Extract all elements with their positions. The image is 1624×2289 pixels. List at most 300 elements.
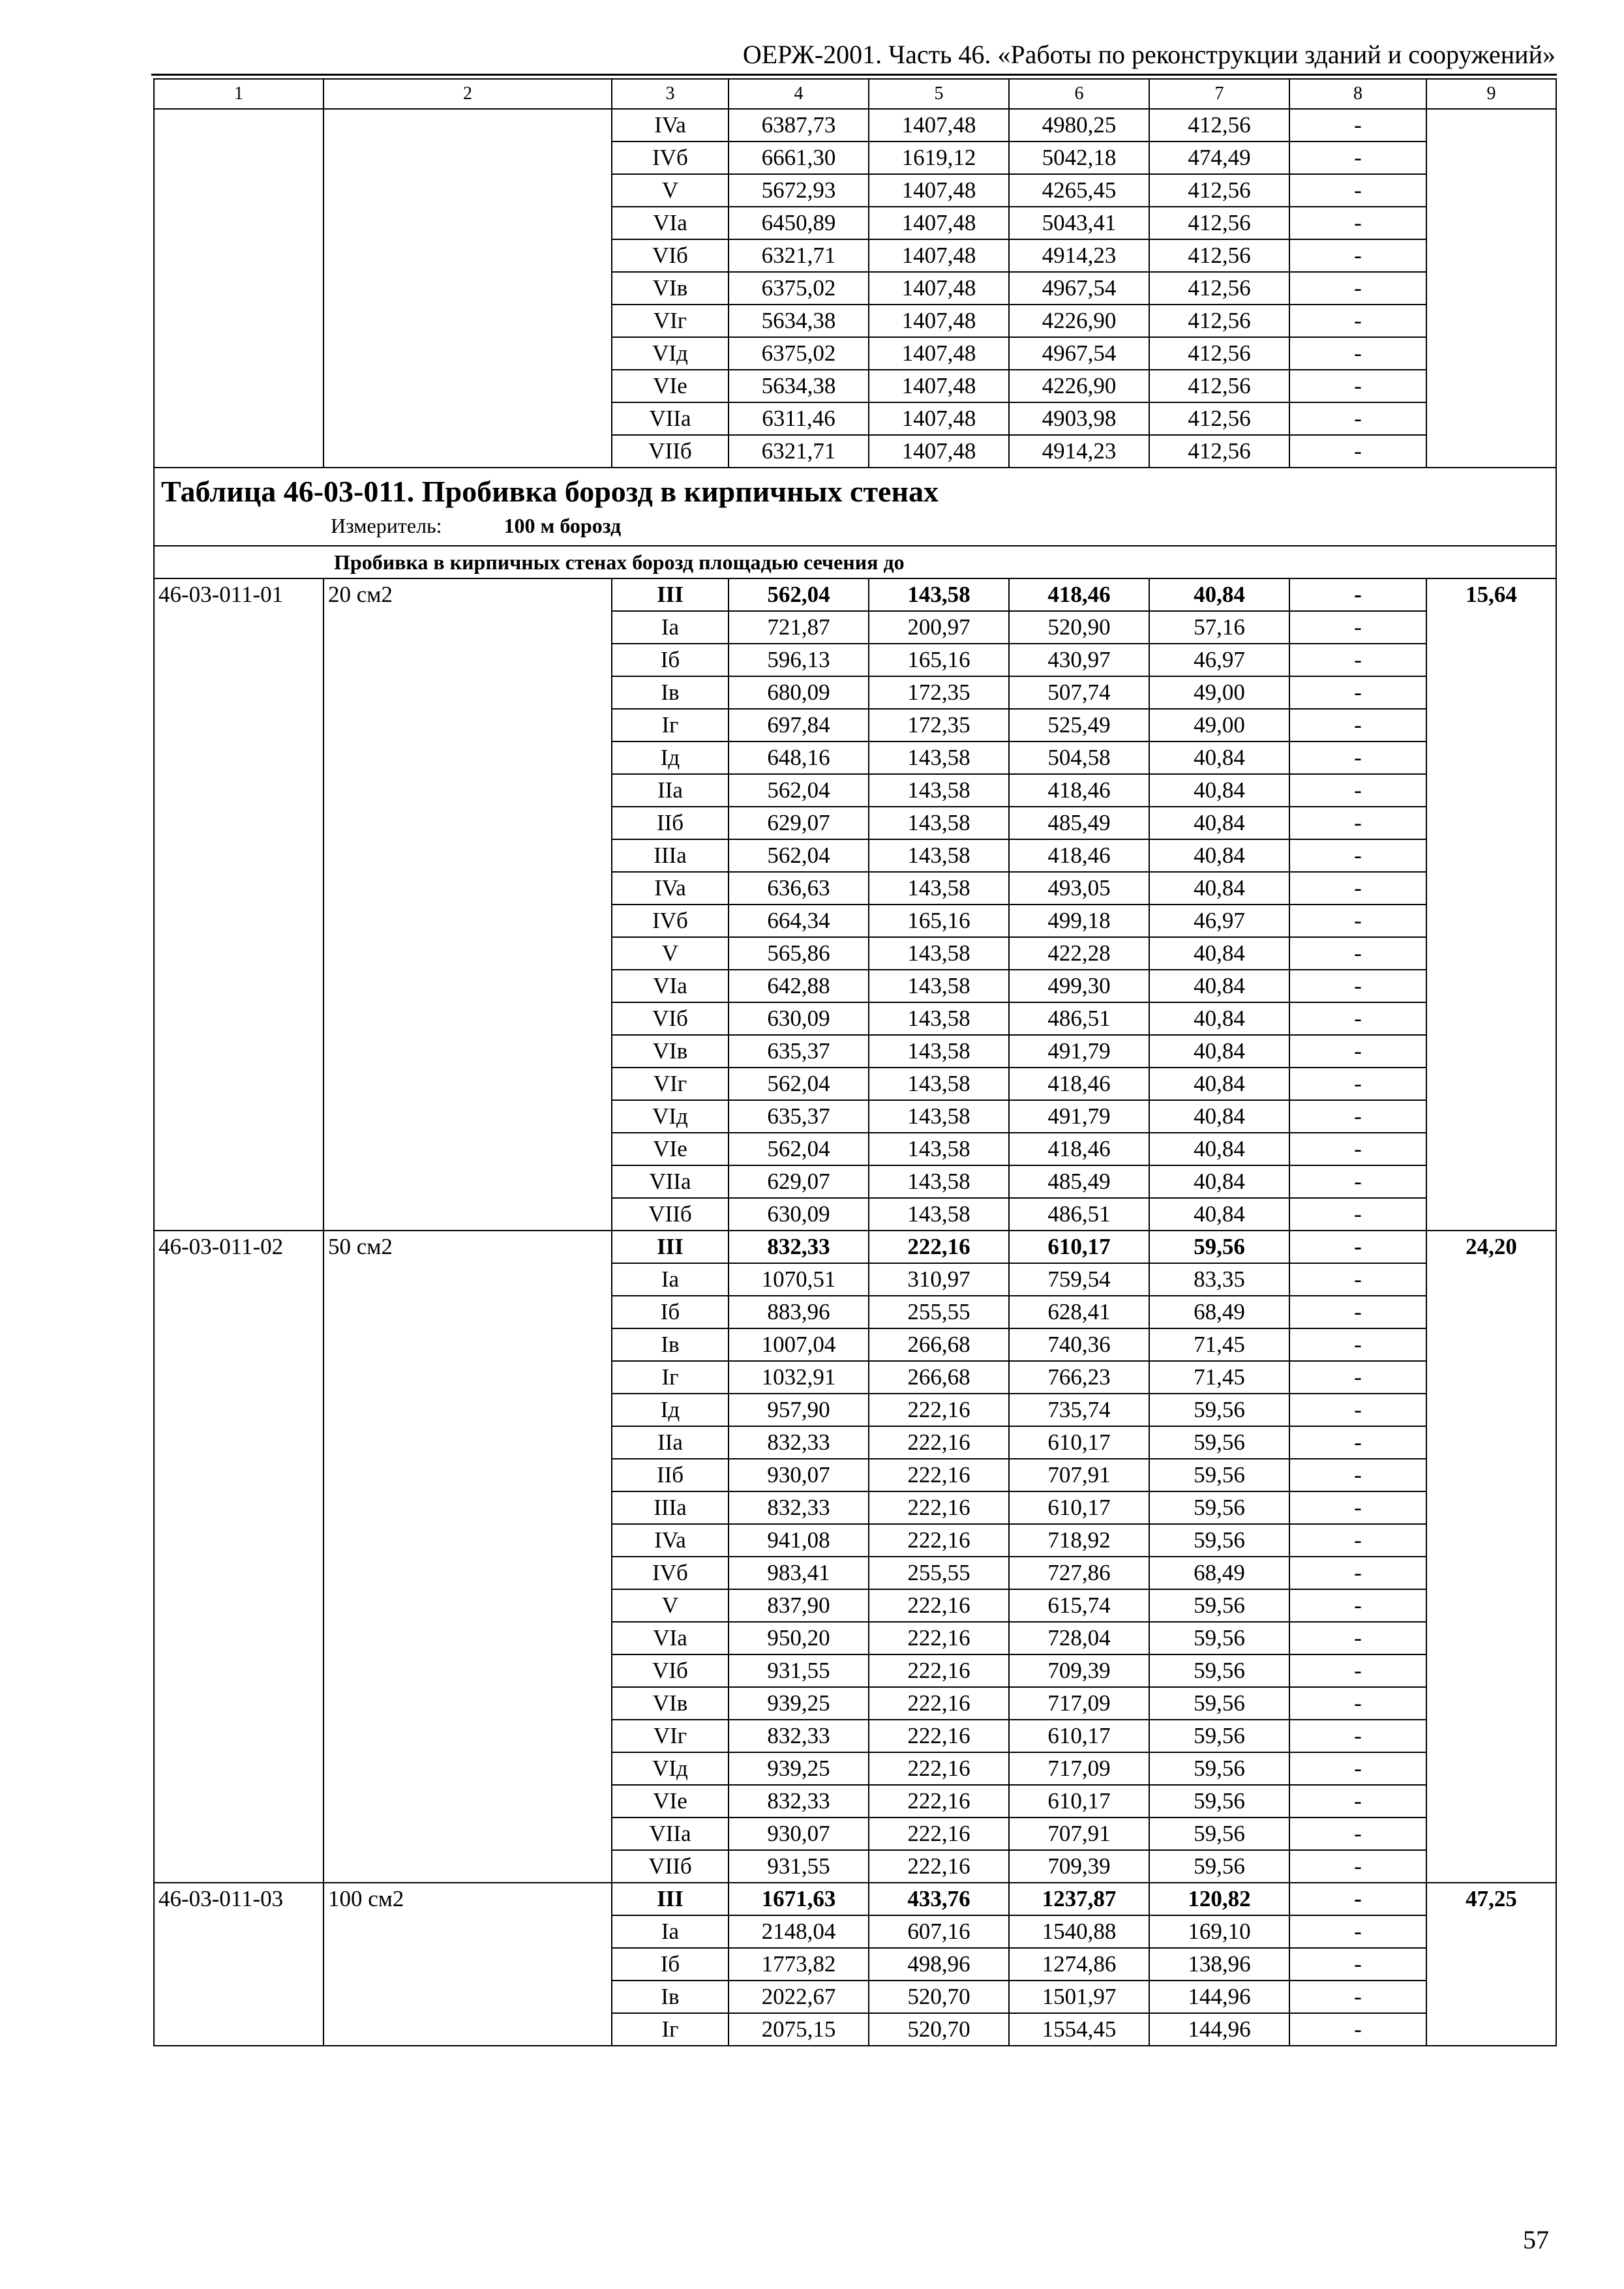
labor-cost-cell: 1407,48 xyxy=(869,305,1009,337)
direct-costs-cell: 832,33 xyxy=(729,1785,869,1818)
direct-costs-cell: 562,04 xyxy=(729,1133,869,1165)
direct-costs-cell: 6321,71 xyxy=(729,239,869,272)
table-row xyxy=(154,578,1556,611)
direct-costs-cell: 1007,04 xyxy=(729,1328,869,1361)
labor-cost-cell: 222,16 xyxy=(869,1459,1009,1491)
machine-cost-cell: 4265,45 xyxy=(1009,174,1149,207)
machinist-wage-cell: 59,56 xyxy=(1149,1524,1289,1557)
materials-cell: - xyxy=(1289,839,1426,872)
materials-cell: - xyxy=(1289,1948,1426,1981)
direct-costs-cell: 648,16 xyxy=(729,741,869,774)
machinist-wage-cell: 59,56 xyxy=(1149,1850,1289,1883)
direct-costs-cell: 5672,93 xyxy=(729,174,869,207)
name-cell xyxy=(323,109,612,468)
direct-costs-cell: 939,25 xyxy=(729,1752,869,1785)
region-zone-cell: Ia xyxy=(612,1915,729,1948)
materials-cell: - xyxy=(1289,1426,1426,1459)
region-zone-cell: IVa xyxy=(612,109,729,142)
direct-costs-cell: 6375,02 xyxy=(729,337,869,370)
header-rule xyxy=(151,74,1557,76)
machine-cost-cell: 610,17 xyxy=(1009,1720,1149,1752)
code-cell: 46-03-011-02 xyxy=(154,1231,323,1883)
machine-cost-cell: 485,49 xyxy=(1009,1165,1149,1198)
materials-cell: - xyxy=(1289,1687,1426,1720)
machinist-wage-cell: 412,56 xyxy=(1149,109,1289,142)
materials-cell: - xyxy=(1289,1883,1426,1915)
materials-cell: - xyxy=(1289,1198,1426,1231)
labor-hours-cell: 24,20 xyxy=(1426,1231,1556,1883)
machine-cost-cell: 628,41 xyxy=(1009,1296,1149,1328)
machinist-wage-cell: 59,56 xyxy=(1149,1785,1289,1818)
materials-cell: - xyxy=(1289,1654,1426,1687)
machine-cost-cell: 759,54 xyxy=(1009,1263,1149,1296)
materials-cell: - xyxy=(1289,1231,1426,1263)
region-zone-cell: Ia xyxy=(612,1263,729,1296)
labor-cost-cell: 607,16 xyxy=(869,1915,1009,1948)
code-cell: 46-03-011-03 xyxy=(154,1883,323,2046)
materials-cell: - xyxy=(1289,1752,1426,1785)
materials-cell: - xyxy=(1289,142,1426,174)
materials-cell: - xyxy=(1289,305,1426,337)
machinist-wage-cell: 40,84 xyxy=(1149,937,1289,970)
materials-cell: - xyxy=(1289,435,1426,468)
machine-cost-cell: 485,49 xyxy=(1009,807,1149,839)
labor-cost-cell: 222,16 xyxy=(869,1622,1009,1654)
machine-cost-cell: 1554,45 xyxy=(1009,2013,1149,2046)
materials-cell: - xyxy=(1289,174,1426,207)
labor-cost-cell: 1407,48 xyxy=(869,109,1009,142)
direct-costs-cell: 5634,38 xyxy=(729,305,869,337)
direct-costs-cell: 2075,15 xyxy=(729,2013,869,2046)
region-zone-cell: VIIб xyxy=(612,1850,729,1883)
labor-hours-cell: 47,25 xyxy=(1426,1883,1556,2046)
labor-cost-cell: 222,16 xyxy=(869,1687,1009,1720)
machinist-wage-cell: 40,84 xyxy=(1149,1100,1289,1133)
machinist-wage-cell: 40,84 xyxy=(1149,872,1289,905)
machinist-wage-cell: 46,97 xyxy=(1149,905,1289,937)
machine-cost-cell: 525,49 xyxy=(1009,709,1149,741)
labor-cost-cell: 165,16 xyxy=(869,905,1009,937)
materials-cell: - xyxy=(1289,1589,1426,1622)
materials-cell: - xyxy=(1289,644,1426,676)
materials-cell: - xyxy=(1289,1622,1426,1654)
direct-costs-cell: 630,09 xyxy=(729,1002,869,1035)
machine-cost-cell: 727,86 xyxy=(1009,1557,1149,1589)
machinist-wage-cell: 59,56 xyxy=(1149,1687,1289,1720)
machinist-wage-cell: 144,96 xyxy=(1149,2013,1289,2046)
labor-cost-cell: 1407,48 xyxy=(869,272,1009,305)
machinist-wage-cell: 412,56 xyxy=(1149,337,1289,370)
machine-cost-cell: 418,46 xyxy=(1009,1068,1149,1100)
machinist-wage-cell: 40,84 xyxy=(1149,774,1289,807)
region-zone-cell: Iг xyxy=(612,709,729,741)
direct-costs-cell: 565,86 xyxy=(729,937,869,970)
region-zone-cell: Iв xyxy=(612,1328,729,1361)
machinist-wage-cell: 412,56 xyxy=(1149,239,1289,272)
labor-cost-cell: 520,70 xyxy=(869,1981,1009,2013)
labor-cost-cell: 498,96 xyxy=(869,1948,1009,1981)
labor-cost-cell: 165,16 xyxy=(869,644,1009,676)
region-zone-cell: V xyxy=(612,937,729,970)
machinist-wage-cell: 71,45 xyxy=(1149,1361,1289,1394)
machine-cost-cell: 4226,90 xyxy=(1009,370,1149,402)
region-zone-cell: VIд xyxy=(612,1752,729,1785)
direct-costs-cell: 636,63 xyxy=(729,872,869,905)
machine-cost-cell: 507,74 xyxy=(1009,676,1149,709)
labor-hours-cell xyxy=(1426,109,1556,468)
labor-cost-cell: 143,58 xyxy=(869,807,1009,839)
region-zone-cell: V xyxy=(612,1589,729,1622)
machine-cost-cell: 718,92 xyxy=(1009,1524,1149,1557)
region-zone-cell: VIд xyxy=(612,1100,729,1133)
price-table xyxy=(153,78,1557,2046)
machinist-wage-cell: 59,56 xyxy=(1149,1622,1289,1654)
region-zone-cell: III xyxy=(612,1231,729,1263)
region-zone-cell: VIг xyxy=(612,305,729,337)
region-zone-cell: VIa xyxy=(612,207,729,239)
direct-costs-cell: 832,33 xyxy=(729,1231,869,1263)
machine-cost-cell: 491,79 xyxy=(1009,1035,1149,1068)
machine-cost-cell: 717,09 xyxy=(1009,1752,1149,1785)
machinist-wage-cell: 40,84 xyxy=(1149,578,1289,611)
code-cell xyxy=(154,109,323,468)
region-zone-cell: IIб xyxy=(612,1459,729,1491)
machine-cost-cell: 735,74 xyxy=(1009,1394,1149,1426)
region-zone-cell: VIIa xyxy=(612,1165,729,1198)
labor-cost-cell: 143,58 xyxy=(869,741,1009,774)
machine-cost-cell: 707,91 xyxy=(1009,1459,1149,1491)
machinist-wage-cell: 40,84 xyxy=(1149,1068,1289,1100)
labor-cost-cell: 1407,48 xyxy=(869,370,1009,402)
machine-cost-cell: 504,58 xyxy=(1009,741,1149,774)
machine-cost-cell: 4967,54 xyxy=(1009,272,1149,305)
column-number: 1 xyxy=(154,79,323,109)
region-zone-cell: IIa xyxy=(612,1426,729,1459)
table-row xyxy=(154,1883,1556,1915)
region-zone-cell: Iб xyxy=(612,644,729,676)
direct-costs-cell: 939,25 xyxy=(729,1687,869,1720)
labor-cost-cell: 1407,48 xyxy=(869,239,1009,272)
direct-costs-cell: 832,33 xyxy=(729,1720,869,1752)
direct-costs-cell: 983,41 xyxy=(729,1557,869,1589)
table-subtitle: Пробивка в кирпичных стенах борозд площадью сечения до xyxy=(154,546,1556,578)
materials-cell: - xyxy=(1289,937,1426,970)
direct-costs-cell: 562,04 xyxy=(729,839,869,872)
region-zone-cell: IVa xyxy=(612,1524,729,1557)
direct-costs-cell: 664,34 xyxy=(729,905,869,937)
direct-costs-cell: 930,07 xyxy=(729,1818,869,1850)
labor-cost-cell: 143,58 xyxy=(869,578,1009,611)
materials-cell: - xyxy=(1289,741,1426,774)
machine-cost-cell: 728,04 xyxy=(1009,1622,1149,1654)
region-zone-cell: Iд xyxy=(612,1394,729,1426)
direct-costs-cell: 883,96 xyxy=(729,1296,869,1328)
region-zone-cell: VIг xyxy=(612,1068,729,1100)
direct-costs-cell: 629,07 xyxy=(729,807,869,839)
machinist-wage-cell: 40,84 xyxy=(1149,839,1289,872)
direct-costs-cell: 1671,63 xyxy=(729,1883,869,1915)
measure-value: 100 м борозд xyxy=(504,514,622,537)
machinist-wage-cell: 49,00 xyxy=(1149,709,1289,741)
materials-cell: - xyxy=(1289,1068,1426,1100)
machine-cost-cell: 1540,88 xyxy=(1009,1915,1149,1948)
machinist-wage-cell: 59,56 xyxy=(1149,1231,1289,1263)
direct-costs-cell: 950,20 xyxy=(729,1622,869,1654)
direct-costs-cell: 6321,71 xyxy=(729,435,869,468)
region-zone-cell: Iв xyxy=(612,676,729,709)
region-zone-cell: Iв xyxy=(612,1981,729,2013)
direct-costs-cell: 1070,51 xyxy=(729,1263,869,1296)
machine-cost-cell: 418,46 xyxy=(1009,1133,1149,1165)
labor-cost-cell: 143,58 xyxy=(869,1100,1009,1133)
direct-costs-cell: 697,84 xyxy=(729,709,869,741)
machinist-wage-cell: 40,84 xyxy=(1149,1165,1289,1198)
direct-costs-cell: 6311,46 xyxy=(729,402,869,435)
table-title: Таблица 46-03-011. Пробивка борозд в кирпичных стенах xyxy=(161,475,939,508)
labor-hours-cell: 15,64 xyxy=(1426,578,1556,1231)
labor-cost-cell: 143,58 xyxy=(869,1133,1009,1165)
machinist-wage-cell: 57,16 xyxy=(1149,611,1289,644)
direct-costs-cell: 635,37 xyxy=(729,1035,869,1068)
machinist-wage-cell: 68,49 xyxy=(1149,1557,1289,1589)
labor-cost-cell: 1407,48 xyxy=(869,337,1009,370)
labor-cost-cell: 143,58 xyxy=(869,872,1009,905)
machinist-wage-cell: 59,56 xyxy=(1149,1394,1289,1426)
region-zone-cell: VIв xyxy=(612,272,729,305)
region-zone-cell: VIe xyxy=(612,370,729,402)
machine-cost-cell: 493,05 xyxy=(1009,872,1149,905)
labor-cost-cell: 222,16 xyxy=(869,1589,1009,1622)
region-zone-cell: VIa xyxy=(612,970,729,1002)
region-zone-cell: Iд xyxy=(612,741,729,774)
materials-cell: - xyxy=(1289,370,1426,402)
materials-cell: - xyxy=(1289,807,1426,839)
materials-cell: - xyxy=(1289,272,1426,305)
materials-cell: - xyxy=(1289,1133,1426,1165)
machine-cost-cell: 520,90 xyxy=(1009,611,1149,644)
machine-cost-cell: 766,23 xyxy=(1009,1361,1149,1394)
materials-cell: - xyxy=(1289,872,1426,905)
direct-costs-cell: 931,55 xyxy=(729,1654,869,1687)
labor-cost-cell: 222,16 xyxy=(869,1654,1009,1687)
region-zone-cell: VIг xyxy=(612,1720,729,1752)
machinist-wage-cell: 59,56 xyxy=(1149,1459,1289,1491)
labor-cost-cell: 172,35 xyxy=(869,709,1009,741)
direct-costs-cell: 680,09 xyxy=(729,676,869,709)
column-number: 2 xyxy=(323,79,612,109)
labor-cost-cell: 222,16 xyxy=(869,1720,1009,1752)
region-zone-cell: IIб xyxy=(612,807,729,839)
materials-cell: - xyxy=(1289,1915,1426,1948)
machine-cost-cell: 610,17 xyxy=(1009,1231,1149,1263)
materials-cell: - xyxy=(1289,1818,1426,1850)
materials-cell: - xyxy=(1289,337,1426,370)
materials-cell: - xyxy=(1289,1491,1426,1524)
machinist-wage-cell: 412,56 xyxy=(1149,402,1289,435)
labor-cost-cell: 266,68 xyxy=(869,1361,1009,1394)
name-cell: 100 см2 xyxy=(323,1883,612,2046)
column-number: 8 xyxy=(1289,79,1426,109)
region-zone-cell: IVб xyxy=(612,142,729,174)
materials-cell: - xyxy=(1289,1524,1426,1557)
machinist-wage-cell: 40,84 xyxy=(1149,1035,1289,1068)
labor-cost-cell: 255,55 xyxy=(869,1557,1009,1589)
direct-costs-cell: 832,33 xyxy=(729,1426,869,1459)
machine-cost-cell: 4914,23 xyxy=(1009,435,1149,468)
machinist-wage-cell: 59,56 xyxy=(1149,1720,1289,1752)
machine-cost-cell: 422,28 xyxy=(1009,937,1149,970)
region-zone-cell: Ia xyxy=(612,611,729,644)
materials-cell: - xyxy=(1289,1328,1426,1361)
direct-costs-cell: 642,88 xyxy=(729,970,869,1002)
direct-costs-cell: 1032,91 xyxy=(729,1361,869,1394)
direct-costs-cell: 635,37 xyxy=(729,1100,869,1133)
machinist-wage-cell: 40,84 xyxy=(1149,970,1289,1002)
machinist-wage-cell: 68,49 xyxy=(1149,1296,1289,1328)
region-zone-cell: VIв xyxy=(612,1035,729,1068)
machinist-wage-cell: 120,82 xyxy=(1149,1883,1289,1915)
name-cell: 50 см2 xyxy=(323,1231,612,1883)
region-zone-cell: Iб xyxy=(612,1948,729,1981)
materials-cell: - xyxy=(1289,1720,1426,1752)
machine-cost-cell: 610,17 xyxy=(1009,1785,1149,1818)
materials-cell: - xyxy=(1289,1100,1426,1133)
measure-label: Измеритель: xyxy=(331,514,442,537)
region-zone-cell: IIIa xyxy=(612,1491,729,1524)
measure-line xyxy=(161,511,1549,540)
labor-cost-cell: 143,58 xyxy=(869,1198,1009,1231)
region-zone-cell: IVa xyxy=(612,872,729,905)
labor-cost-cell: 433,76 xyxy=(869,1883,1009,1915)
column-number: 7 xyxy=(1149,79,1289,109)
machinist-wage-cell: 138,96 xyxy=(1149,1948,1289,1981)
machine-cost-cell: 740,36 xyxy=(1009,1328,1149,1361)
labor-cost-cell: 143,58 xyxy=(869,774,1009,807)
region-zone-cell: V xyxy=(612,174,729,207)
machinist-wage-cell: 49,00 xyxy=(1149,676,1289,709)
machinist-wage-cell: 40,84 xyxy=(1149,1002,1289,1035)
name-cell: 20 см2 xyxy=(323,578,612,1231)
machinist-wage-cell: 46,97 xyxy=(1149,644,1289,676)
materials-cell: - xyxy=(1289,1557,1426,1589)
machine-cost-cell: 486,51 xyxy=(1009,1198,1149,1231)
column-number: 9 xyxy=(1426,79,1556,109)
machine-cost-cell: 430,97 xyxy=(1009,644,1149,676)
labor-cost-cell: 222,16 xyxy=(869,1491,1009,1524)
region-zone-cell: IIa xyxy=(612,774,729,807)
machine-cost-cell: 1274,86 xyxy=(1009,1948,1149,1981)
machinist-wage-cell: 412,56 xyxy=(1149,370,1289,402)
labor-cost-cell: 1407,48 xyxy=(869,174,1009,207)
direct-costs-cell: 562,04 xyxy=(729,1068,869,1100)
machine-cost-cell: 418,46 xyxy=(1009,839,1149,872)
table-title-row xyxy=(154,468,1556,546)
machinist-wage-cell: 40,84 xyxy=(1149,1198,1289,1231)
region-zone-cell: VIб xyxy=(612,1654,729,1687)
machinist-wage-cell: 412,56 xyxy=(1149,174,1289,207)
machinist-wage-cell: 474,49 xyxy=(1149,142,1289,174)
direct-costs-cell: 837,90 xyxy=(729,1589,869,1622)
labor-cost-cell: 255,55 xyxy=(869,1296,1009,1328)
labor-cost-cell: 143,58 xyxy=(869,1035,1009,1068)
materials-cell: - xyxy=(1289,1165,1426,1198)
labor-cost-cell: 222,16 xyxy=(869,1231,1009,1263)
machine-cost-cell: 5043,41 xyxy=(1009,207,1149,239)
machine-cost-cell: 5042,18 xyxy=(1009,142,1149,174)
labor-cost-cell: 222,16 xyxy=(869,1394,1009,1426)
region-zone-cell: VIe xyxy=(612,1785,729,1818)
labor-cost-cell: 222,16 xyxy=(869,1752,1009,1785)
labor-cost-cell: 143,58 xyxy=(869,1002,1009,1035)
direct-costs-cell: 832,33 xyxy=(729,1491,869,1524)
labor-cost-cell: 143,58 xyxy=(869,970,1009,1002)
region-zone-cell: IVб xyxy=(612,905,729,937)
labor-cost-cell: 520,70 xyxy=(869,2013,1009,2046)
materials-cell: - xyxy=(1289,109,1426,142)
machinist-wage-cell: 412,56 xyxy=(1149,305,1289,337)
machinist-wage-cell: 59,56 xyxy=(1149,1426,1289,1459)
machinist-wage-cell: 83,35 xyxy=(1149,1263,1289,1296)
machine-cost-cell: 610,17 xyxy=(1009,1491,1149,1524)
materials-cell: - xyxy=(1289,578,1426,611)
machinist-wage-cell: 40,84 xyxy=(1149,1133,1289,1165)
machine-cost-cell: 418,46 xyxy=(1009,578,1149,611)
materials-cell: - xyxy=(1289,1296,1426,1328)
table-body xyxy=(154,79,1556,2046)
labor-cost-cell: 310,97 xyxy=(869,1263,1009,1296)
direct-costs-cell: 931,55 xyxy=(729,1850,869,1883)
machinist-wage-cell: 71,45 xyxy=(1149,1328,1289,1361)
labor-cost-cell: 222,16 xyxy=(869,1850,1009,1883)
region-zone-cell: III xyxy=(612,578,729,611)
labor-cost-cell: 172,35 xyxy=(869,676,1009,709)
direct-costs-cell: 6661,30 xyxy=(729,142,869,174)
column-number: 3 xyxy=(612,79,729,109)
materials-cell: - xyxy=(1289,774,1426,807)
region-zone-cell: VIIб xyxy=(612,1198,729,1231)
direct-costs-cell: 1773,82 xyxy=(729,1948,869,1981)
region-zone-cell: VIIa xyxy=(612,402,729,435)
materials-cell: - xyxy=(1289,611,1426,644)
region-zone-cell: VIб xyxy=(612,1002,729,1035)
direct-costs-cell: 6450,89 xyxy=(729,207,869,239)
labor-cost-cell: 222,16 xyxy=(869,1785,1009,1818)
materials-cell: - xyxy=(1289,1002,1426,1035)
region-zone-cell: Iг xyxy=(612,1361,729,1394)
column-number: 6 xyxy=(1009,79,1149,109)
machinist-wage-cell: 412,56 xyxy=(1149,272,1289,305)
column-numbers-row xyxy=(154,79,1556,109)
direct-costs-cell: 941,08 xyxy=(729,1524,869,1557)
machine-cost-cell: 615,74 xyxy=(1009,1589,1149,1622)
machine-cost-cell: 707,91 xyxy=(1009,1818,1149,1850)
labor-cost-cell: 222,16 xyxy=(869,1818,1009,1850)
machine-cost-cell: 610,17 xyxy=(1009,1426,1149,1459)
region-zone-cell: VIe xyxy=(612,1133,729,1165)
labor-cost-cell: 143,58 xyxy=(869,937,1009,970)
machinist-wage-cell: 412,56 xyxy=(1149,435,1289,468)
labor-cost-cell: 143,58 xyxy=(869,1068,1009,1100)
table-row xyxy=(154,109,1556,142)
region-zone-cell: III xyxy=(612,1883,729,1915)
direct-costs-cell: 6375,02 xyxy=(729,272,869,305)
machinist-wage-cell: 59,56 xyxy=(1149,1752,1289,1785)
materials-cell: - xyxy=(1289,402,1426,435)
machinist-wage-cell: 144,96 xyxy=(1149,1981,1289,2013)
region-zone-cell: Iб xyxy=(612,1296,729,1328)
machine-cost-cell: 4226,90 xyxy=(1009,305,1149,337)
materials-cell: - xyxy=(1289,239,1426,272)
